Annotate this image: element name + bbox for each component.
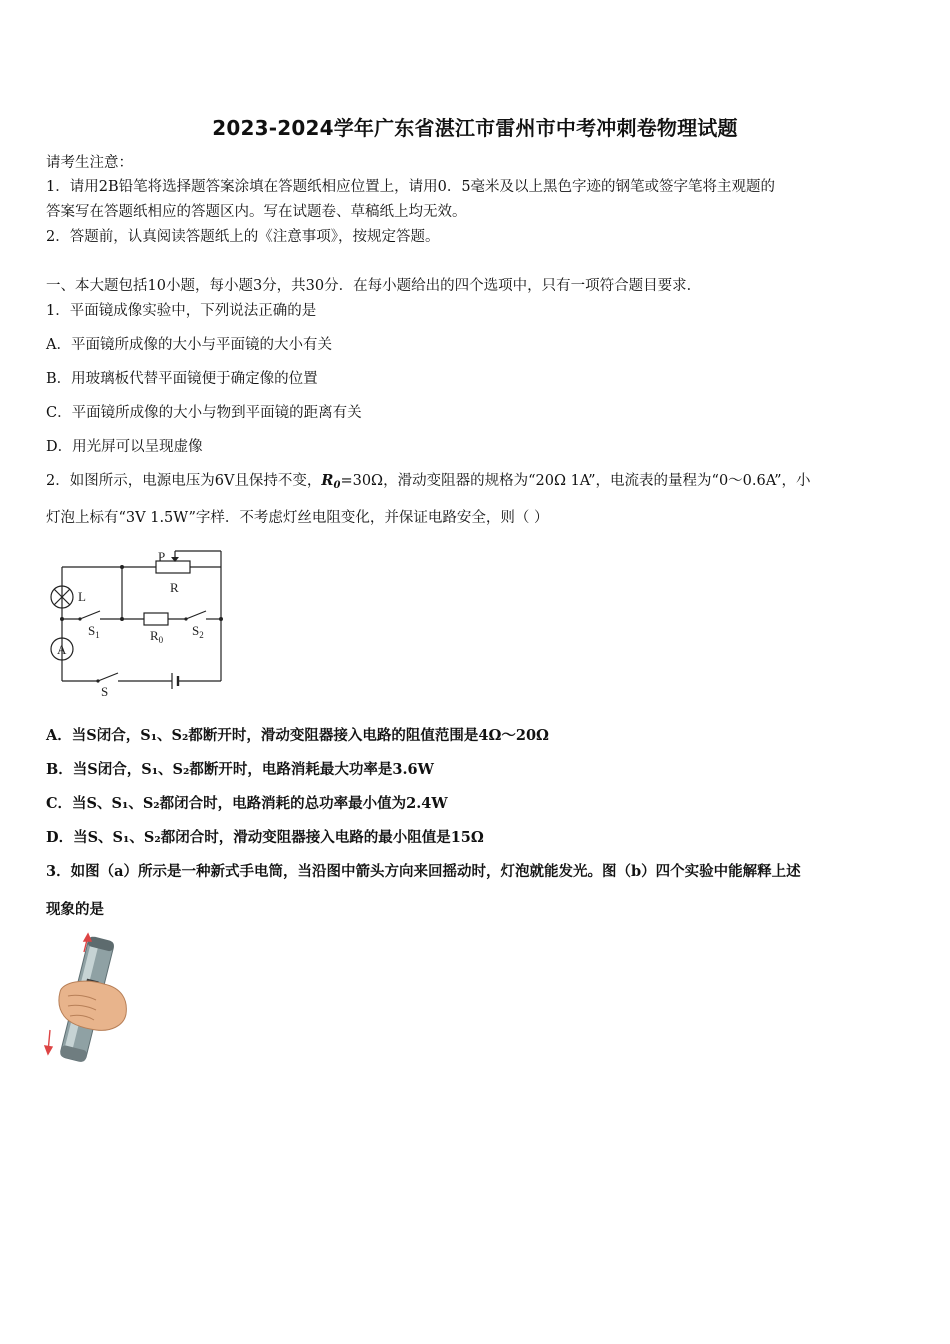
resistor-r0: [144, 613, 168, 625]
question-2-stem-part-b: =30Ω，滑动变阻器的规格为“20Ω 1A”，电流表的量程为“0～0.6A”，小: [340, 473, 811, 489]
label-s1: [88, 623, 100, 640]
switch-s2: [186, 611, 206, 619]
notice-heading: 请考生注意：: [46, 155, 133, 171]
label-l: L: [78, 589, 86, 604]
question-2-option-b: B．当S闭合，S₁、S₂都断开时，电路消耗最大功率是3.6W: [46, 761, 434, 778]
notice-item-2: 2．答题前，认真阅读答题纸上的《注意事项》，按规定答题。: [46, 229, 440, 245]
question-3-stem-line-1: 3．如图（a）所示是一种新式手电筒，当沿图中箭头方向来回摇动时，灯泡就能发光。图（b）四个实验中能解释上述: [46, 863, 801, 880]
label-r0-sub: 0: [158, 635, 164, 645]
notice-item-1-line-2: 答案写在答题纸相应的答题区内。写在试题卷、草稿纸上均无效。: [46, 204, 467, 220]
question-2-option-c: C．当S、S₁、S₂都闭合时，电路消耗的总功率最小值为2.4W: [46, 795, 448, 812]
shake-flashlight-figure: [44, 930, 136, 1070]
label-a: A: [57, 642, 67, 657]
label-s2-letter: S: [192, 623, 200, 638]
question-1-option-c: C．平面镜所成像的大小与物到平面镜的距离有关: [46, 405, 362, 421]
label-r0: [150, 628, 164, 645]
question-1-stem: 1．平面镜成像实验中，下列说法正确的是: [46, 303, 317, 319]
question-3-stem-line-2: 现象的是: [46, 901, 104, 918]
r0-symbol: [321, 472, 340, 489]
question-1-option-d: D．用光屏可以呈现虚像: [46, 439, 203, 455]
circuit-diagram: [40, 545, 240, 705]
question-2-stem-line-2: 灯泡上标有“3V 1.5W”字样．不考虑灯丝电阻变化，并保证电路安全，则（ ）: [46, 510, 549, 526]
label-p: P: [158, 549, 166, 564]
question-1-option-b: B．用玻璃板代替平面镜便于确定像的位置: [46, 371, 318, 387]
r0-letter: R: [321, 472, 334, 489]
switch-s1: [80, 611, 100, 619]
notice-item-1-line-1: 1．请用2B铅笔将选择题答案涂填在答题纸相应位置上，请用0．5毫米及以上黑色字迹的钢笔或签字笔将主观题的: [46, 179, 776, 195]
question-2-stem-line-1: [46, 471, 811, 496]
label-s: S: [101, 684, 109, 699]
label-r: R: [170, 580, 179, 595]
question-2-stem-part-a: 2．如图所示，电源电压为6V且保持不变，: [46, 473, 322, 489]
r0-subscript: 0: [333, 480, 341, 491]
question-2-option-a: A．当S闭合，S₁、S₂都断开时，滑动变阻器接入电路的阻值范围是4Ω～20Ω: [46, 727, 549, 744]
question-2-option-d: D．当S、S₁、S₂都闭合时，滑动变阻器接入电路的最小阻值是15Ω: [46, 829, 484, 846]
page-title: 2023-2024学年广东省湛江市雷州市中考冲刺卷物理试题: [212, 116, 738, 140]
label-s2: [192, 623, 204, 640]
label-s1-letter: S: [88, 623, 96, 638]
switch-s: [98, 673, 118, 681]
label-r0-letter: R: [150, 628, 159, 643]
label-s1-sub: 1: [95, 630, 100, 640]
question-1-option-a: A．平面镜所成像的大小与平面镜的大小有关: [46, 337, 332, 353]
section-1-instruction: 一、本大题包括10小题，每小题3分，共30分．在每小题给出的四个选项中，只有一项符合题目要求．: [46, 278, 702, 294]
label-s2-sub: 2: [199, 630, 204, 640]
